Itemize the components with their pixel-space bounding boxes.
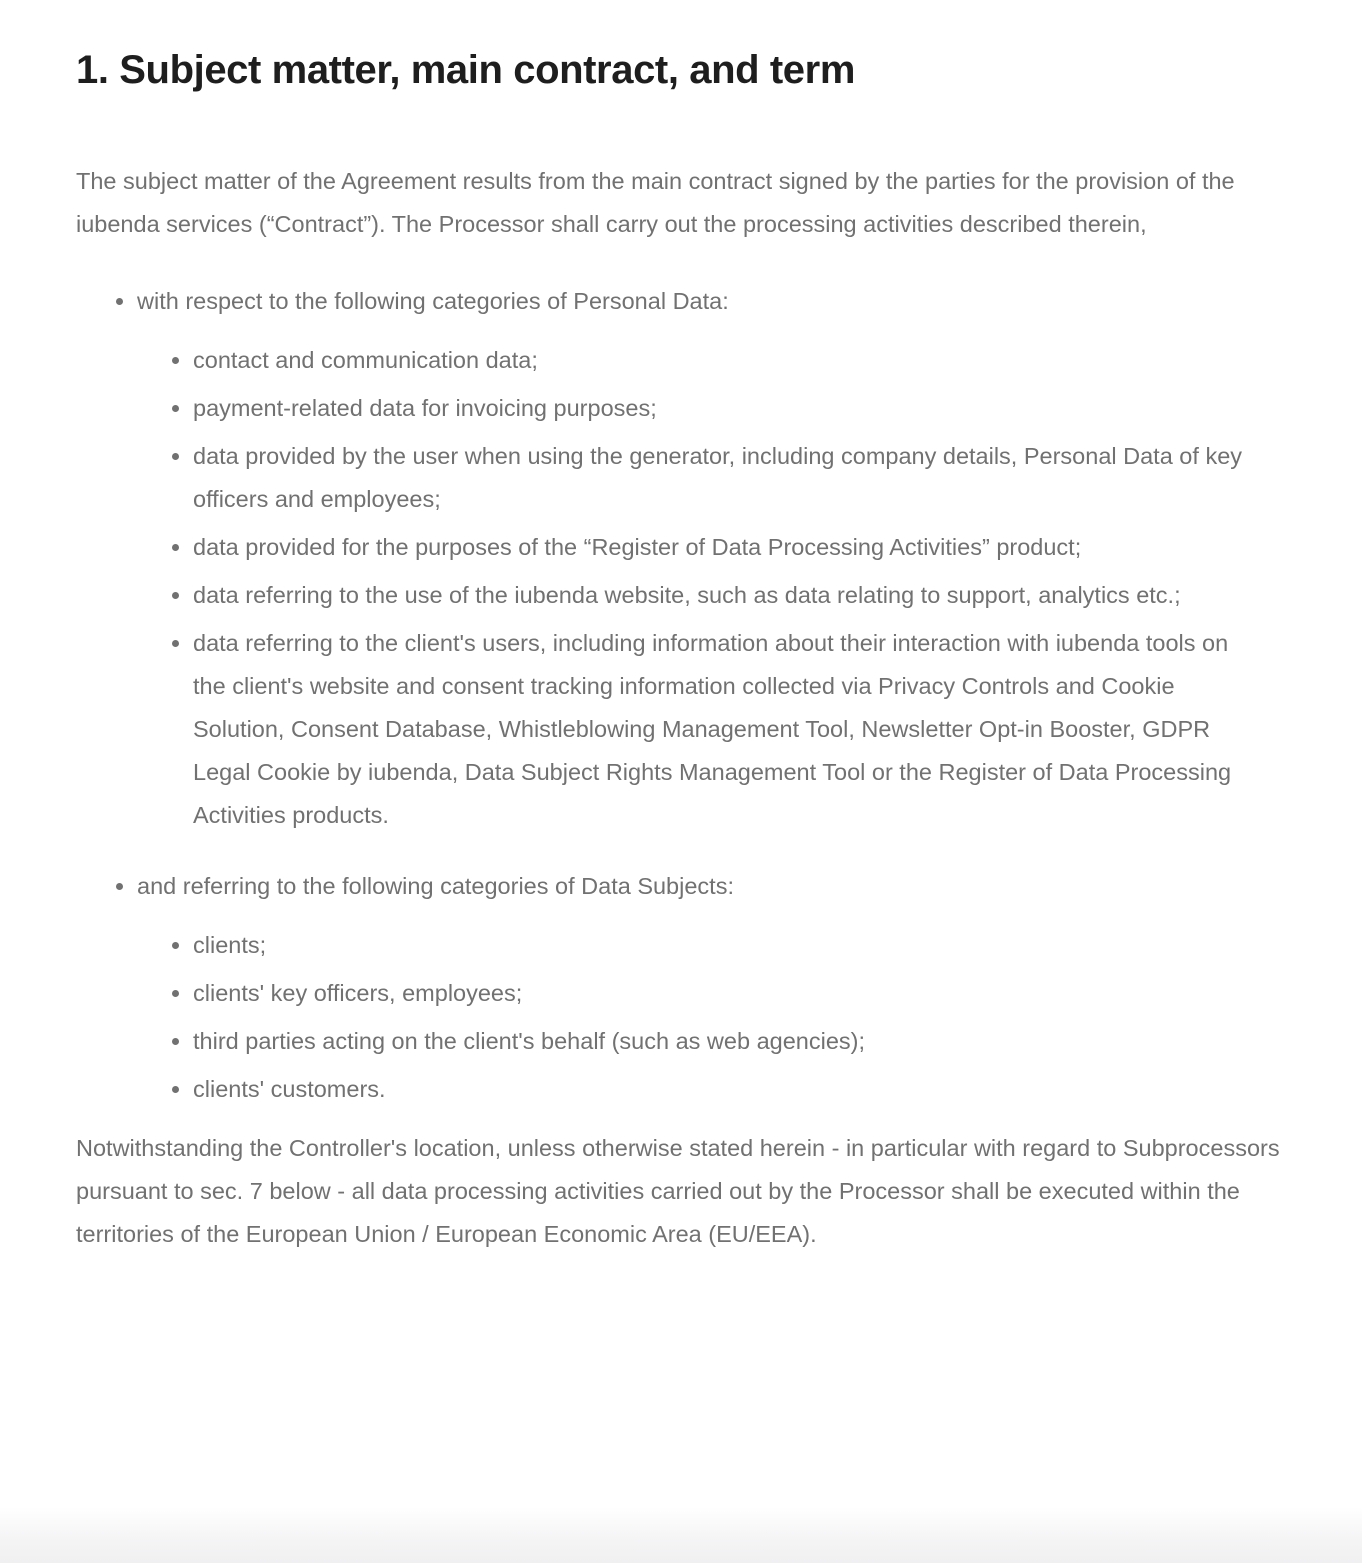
list-item: • contact and communication data;: [193, 339, 1258, 382]
list-item: • clients' customers.: [193, 1068, 1258, 1111]
list-item-label: and referring to the following categories of Data Subjects:: [137, 873, 734, 899]
list-item: • clients;: [193, 924, 1258, 967]
personal-data-sublist: [137, 339, 1280, 837]
data-subjects-sublist: [137, 924, 1280, 1111]
intro-paragraph: The subject matter of the Agreement results from the main contract signed by the parties for the provision of the iubenda services (“Contract”). The Processor shall carry out the processing activities described therein,: [76, 168, 1235, 237]
list-item-personal-data: [137, 280, 1280, 837]
list-item: • data referring to the use of the iubenda website, such as data relating to support, analytics etc.;: [193, 574, 1258, 617]
footer-gradient: [0, 1507, 1362, 1563]
list-item: • third parties acting on the client's behalf (such as web agencies);: [193, 1020, 1258, 1063]
list-item-data-subjects: [137, 865, 1280, 1111]
list-item: • clients' key officers, employees;: [193, 972, 1258, 1015]
categories-list: [76, 280, 1280, 1111]
list-item: • payment-related data for invoicing purposes;: [193, 387, 1258, 430]
list-item: • data provided for the purposes of the “Register of Data Processing Activities” product;: [193, 526, 1258, 569]
list-item: • data provided by the user when using the generator, including company details, Personal Data of key officers and employees;: [193, 435, 1258, 521]
closing-paragraph: Notwithstanding the Controller's location, unless otherwise stated herein - in particular with regard to Subprocessors pursuant to sec. 7 below - all data processing activities carried out by the Processor shall be executed within the territories of the European Union / European Economic Area (EU/EEA).: [76, 1135, 1280, 1247]
list-item-label: with respect to the following categories of Personal Data:: [137, 288, 729, 314]
section-heading: 1. Subject matter, main contract, and term: [76, 48, 855, 92]
list-item: • data referring to the client's users, including information about their interaction with iubenda tools on the client's website and consent tracking information collected via Privacy Controls and Cookie Solution, Consent Database, Whistleblowing Management Tool, Newsletter Opt-in Booster, GDPR Legal Cookie by iubenda, Data Subject Rights Management Tool or the Register of Data Processing Activities products.: [193, 622, 1258, 837]
